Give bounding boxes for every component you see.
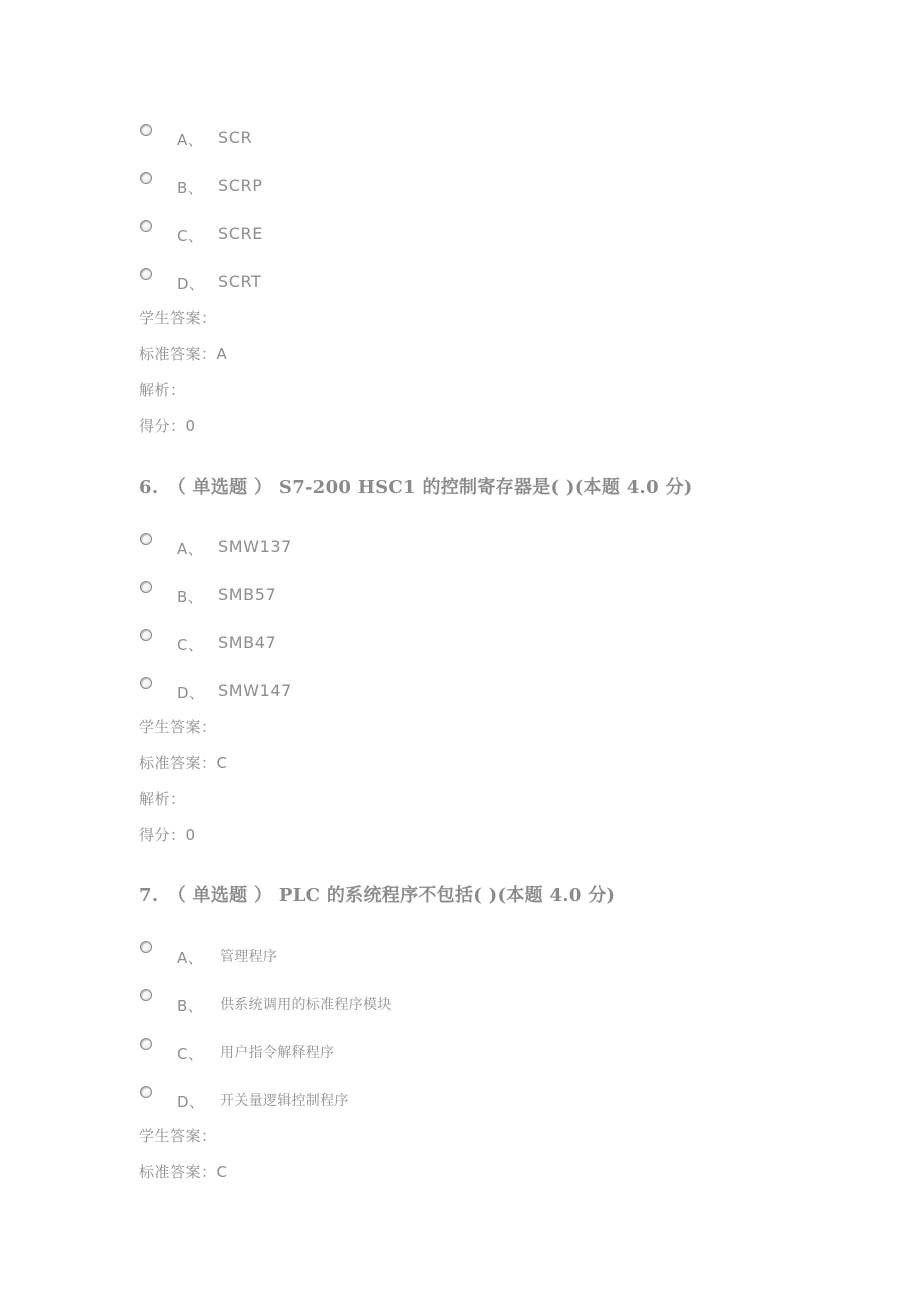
student-answer: 学生答案： (139, 718, 217, 736)
option-a-radio[interactable] (140, 533, 152, 545)
question-title: 6. （ 单选题 ） S7-200 HSC1 的控制寄存器是( )(本题 4.0 分) (139, 477, 693, 498)
option-c-letter: C、 (177, 636, 204, 654)
option-c-text: 用户指令解释程序 (220, 1045, 335, 1061)
option-a-radio[interactable] (140, 124, 152, 136)
option-a-text: 管理程序 (220, 949, 278, 965)
analysis: 解析： (139, 790, 186, 808)
option-d-letter: D、 (177, 684, 205, 702)
option-b-radio[interactable] (140, 989, 152, 1001)
option-c-text: SCRE (218, 224, 263, 243)
student-answer: 学生答案： (139, 1127, 217, 1145)
option-b-text: SMB57 (218, 585, 277, 604)
option-b-letter: B、 (177, 179, 204, 197)
option-d-letter: D、 (177, 1093, 205, 1111)
student-answer: 学生答案： (139, 309, 217, 327)
option-d-radio[interactable] (140, 1086, 152, 1098)
option-d-letter: D、 (177, 275, 205, 293)
option-b-text: SCRP (218, 176, 263, 195)
option-a-radio[interactable] (140, 941, 152, 953)
score: 得分：0 (139, 826, 196, 844)
option-b-letter: B、 (177, 588, 204, 606)
option-d-text: 开关量逻辑控制程序 (220, 1093, 349, 1109)
option-b-letter: B、 (177, 997, 204, 1015)
option-c-radio[interactable] (140, 629, 152, 641)
option-a-letter: A、 (177, 949, 204, 967)
analysis: 解析： (139, 381, 186, 399)
option-b-text: 供系统调用的标准程序模块 (220, 997, 392, 1013)
option-b-radio[interactable] (140, 581, 152, 593)
standard-answer: 标准答案：C (139, 1163, 228, 1181)
option-c-letter: C、 (177, 227, 204, 245)
question-title: 7. （ 单选题 ） PLC 的系统程序不包括( )(本题 4.0 分) (139, 885, 616, 906)
option-a-letter: A、 (177, 540, 204, 558)
option-a-letter: A、 (177, 131, 204, 149)
option-d-radio[interactable] (140, 677, 152, 689)
option-a-text: SCR (218, 128, 253, 147)
option-a-text: SMW137 (218, 537, 292, 556)
standard-answer: 标准答案：A (139, 345, 228, 363)
option-b-radio[interactable] (140, 172, 152, 184)
option-d-radio[interactable] (140, 268, 152, 280)
option-c-radio[interactable] (140, 220, 152, 232)
option-c-letter: C、 (177, 1045, 204, 1063)
option-d-text: SMW147 (218, 681, 292, 700)
option-c-radio[interactable] (140, 1038, 152, 1050)
score: 得分：0 (139, 417, 196, 435)
option-d-text: SCRT (218, 272, 262, 291)
standard-answer: 标准答案：C (139, 754, 228, 772)
option-c-text: SMB47 (218, 633, 277, 652)
